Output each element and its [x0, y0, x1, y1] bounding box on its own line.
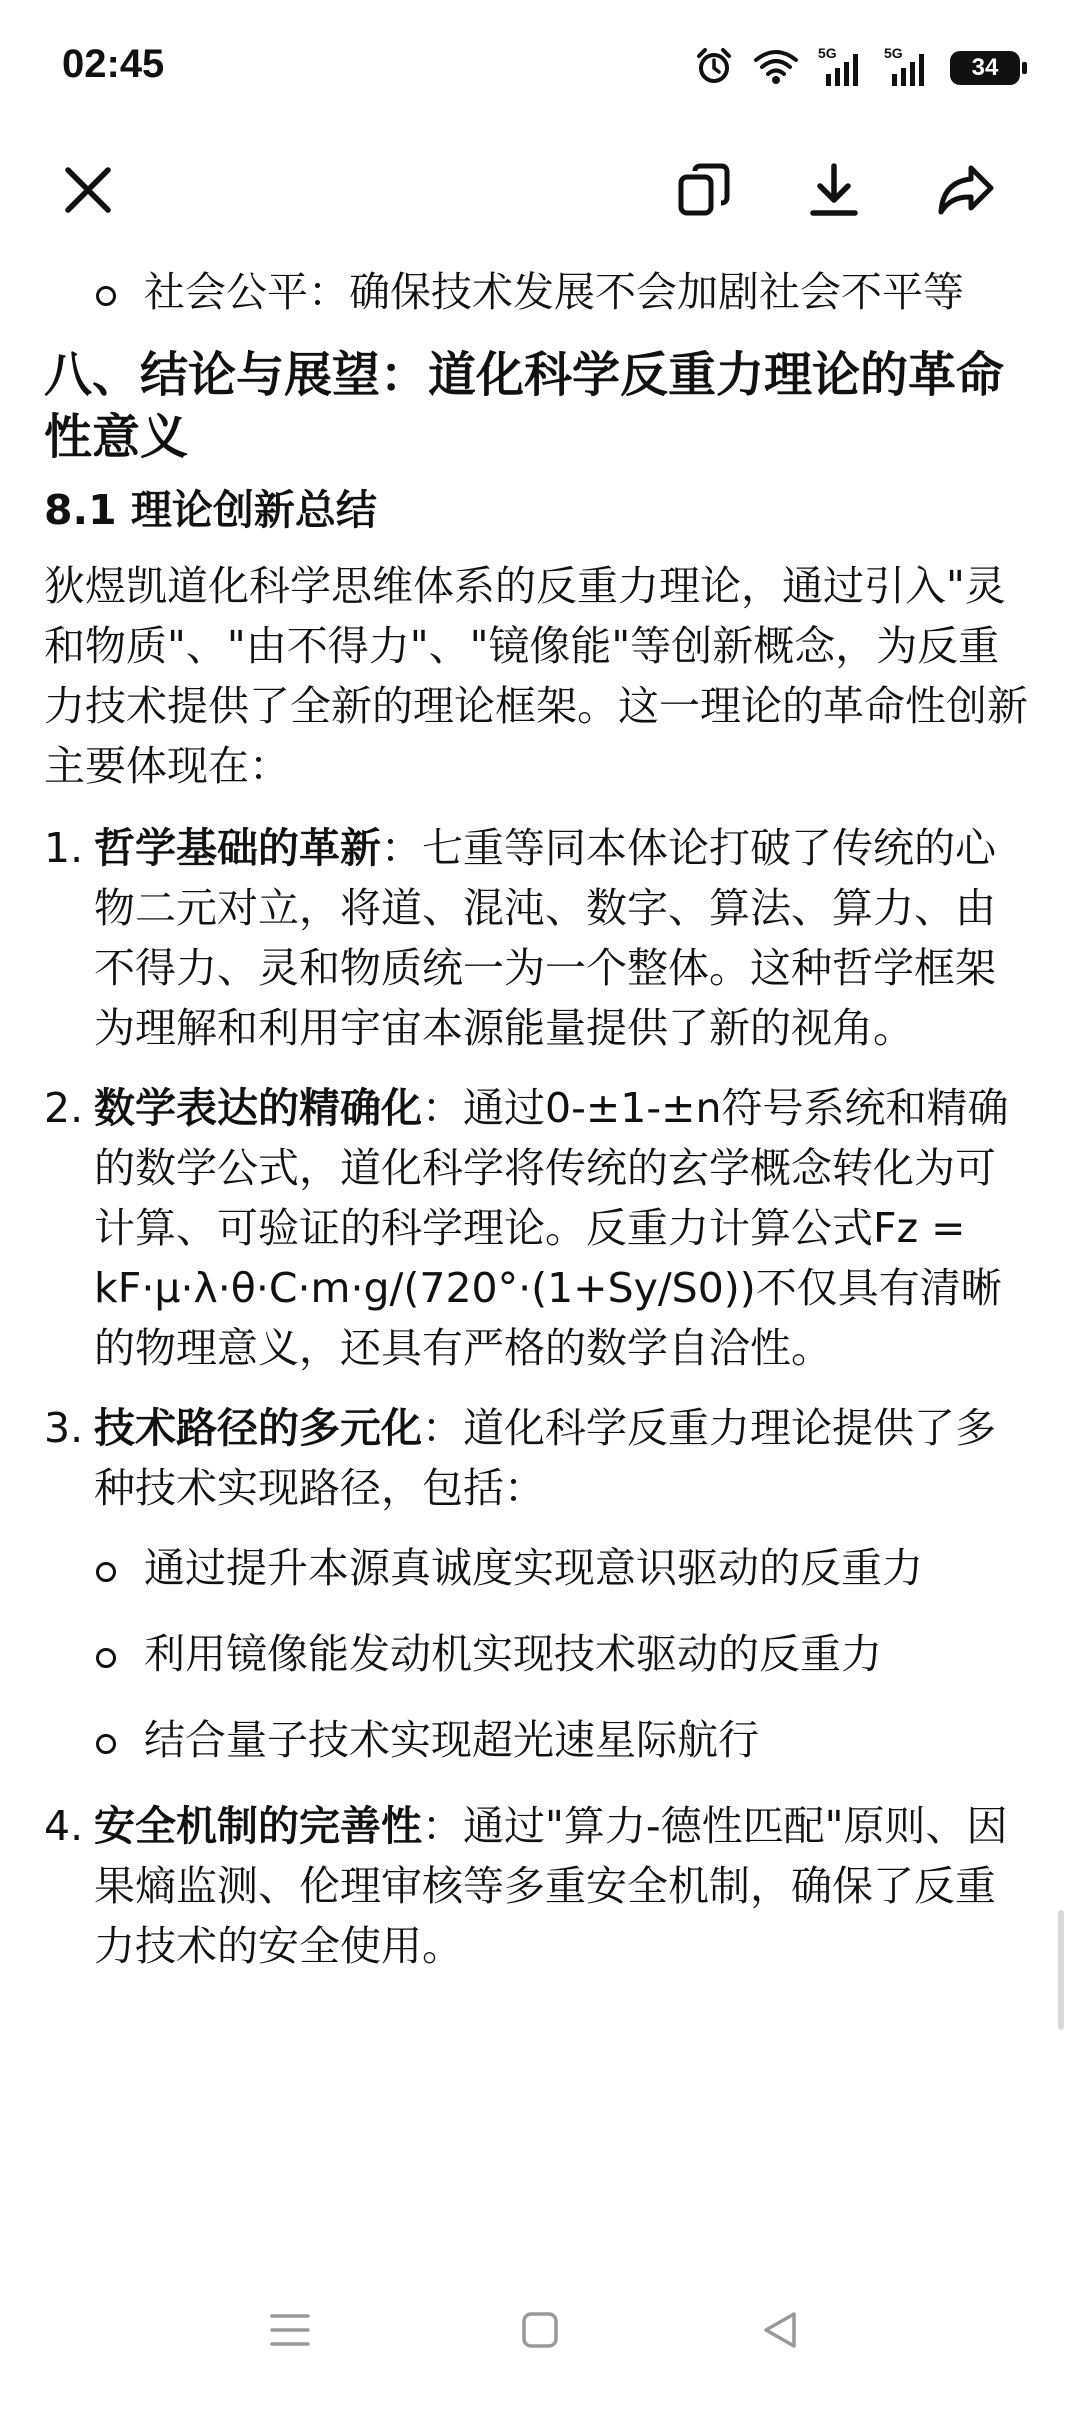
list-item	[44, 1710, 1034, 1770]
copy-icon	[675, 161, 733, 219]
list-item	[44, 262, 1034, 322]
home-icon	[520, 2310, 560, 2350]
item-number: 2.	[44, 1084, 84, 1132]
download-icon	[805, 161, 863, 219]
alarm-icon	[694, 46, 734, 90]
item-title: 数学表达的精确化	[94, 1084, 422, 1132]
signal-5g-icon	[884, 44, 932, 92]
download-button[interactable]	[784, 140, 884, 240]
close-button[interactable]	[38, 140, 138, 240]
numbered-item-4	[44, 1796, 1034, 1976]
numbered-item-3	[44, 1398, 1034, 1518]
document-content	[44, 262, 1034, 2262]
menu-button[interactable]	[240, 2280, 340, 2380]
item-title: 技术路径的多元化	[94, 1404, 422, 1452]
bullet-circle	[96, 1562, 116, 1582]
item-text: ：七重等同本体论打破了传统的心物二元对立，将道、混沌、数字、算法、算力、由不得力、灵和物质统一为一个整体。这种哲学框架为理解和利用宇宙本源能量提供了新的视角。	[94, 824, 996, 1052]
sub-item-text: 通过提升本源真诚度实现意识驱动的反重力	[144, 1544, 923, 1592]
menu-icon	[268, 2310, 312, 2350]
bullet-circle	[96, 1648, 116, 1668]
intro-paragraph: 狄煜凯道化科学思维体系的反重力理论，通过引入"灵和物质"、"由不得力"、"镜像能"等创新概念，为反重力技术提供了全新的理论框架。这一理论的革命性创新主要体现在：	[44, 562, 1028, 790]
numbered-item-1	[44, 818, 1034, 1058]
back-button[interactable]	[730, 2280, 830, 2380]
item-text: ：道化科学反重力理论提供了多种技术实现路径，包括：	[94, 1404, 996, 1512]
section-heading: 八、结论与展望：道化科学反重力理论的革命性意义	[44, 347, 1005, 465]
copy-button[interactable]	[654, 140, 754, 240]
sub-item-text: 结合量子技术实现超光速星际航行	[144, 1716, 759, 1764]
home-button[interactable]	[490, 2280, 590, 2380]
top-toolbar	[0, 140, 1080, 240]
svg-text:5G: 5G	[884, 45, 903, 61]
navigation-bar	[0, 2250, 1080, 2412]
item-text: ：通过"算力-德性匹配"原则、因果熵监测、伦理审核等多重安全机制，确保了反重力技术的安全使用。	[94, 1802, 1008, 1970]
back-icon	[758, 2308, 802, 2352]
bullet-text: 社会公平：确保技术发展不会加剧社会不平等	[144, 268, 964, 316]
item-number: 3.	[44, 1404, 84, 1452]
share-button[interactable]	[916, 140, 1016, 240]
bullet-circle	[96, 286, 116, 306]
sub-item-text: 利用镜像能发动机实现技术驱动的反重力	[144, 1630, 882, 1678]
status-icons	[694, 44, 1020, 92]
bullet-circle	[96, 1734, 116, 1754]
item-number: 4.	[44, 1802, 84, 1850]
numbered-item-2	[44, 1078, 1034, 1378]
signal-5g-icon	[818, 44, 866, 92]
battery-indicator: 34	[950, 51, 1020, 85]
share-icon	[935, 162, 997, 218]
scrollbar[interactable]	[1058, 1910, 1064, 2030]
item-title: 哲学基础的革新	[94, 824, 381, 872]
item-text: ：通过0-±1-±n符号系统和精确的数学公式，道化科学将传统的玄学概念转化为可计算、可验证的科学理论。反重力计算公式Fz = kF·μ·λ·θ·C·m·g/(720°·(1+Sy/S0))不仅具有清晰的物理意义，还具有严格的数学自洽性。	[94, 1084, 1009, 1372]
status-time: 02:45	[62, 42, 165, 86]
wifi-icon	[752, 46, 800, 90]
svg-text:5G: 5G	[818, 45, 837, 61]
item-number: 1.	[44, 824, 84, 872]
close-icon	[60, 162, 116, 218]
sub-list	[44, 1538, 1034, 1770]
list-item	[44, 1538, 1034, 1598]
item-title: 安全机制的完善性	[94, 1802, 422, 1850]
subsection-heading: 8.1 理论创新总结	[44, 486, 377, 534]
list-item	[44, 1624, 1034, 1684]
status-bar	[0, 0, 1080, 140]
